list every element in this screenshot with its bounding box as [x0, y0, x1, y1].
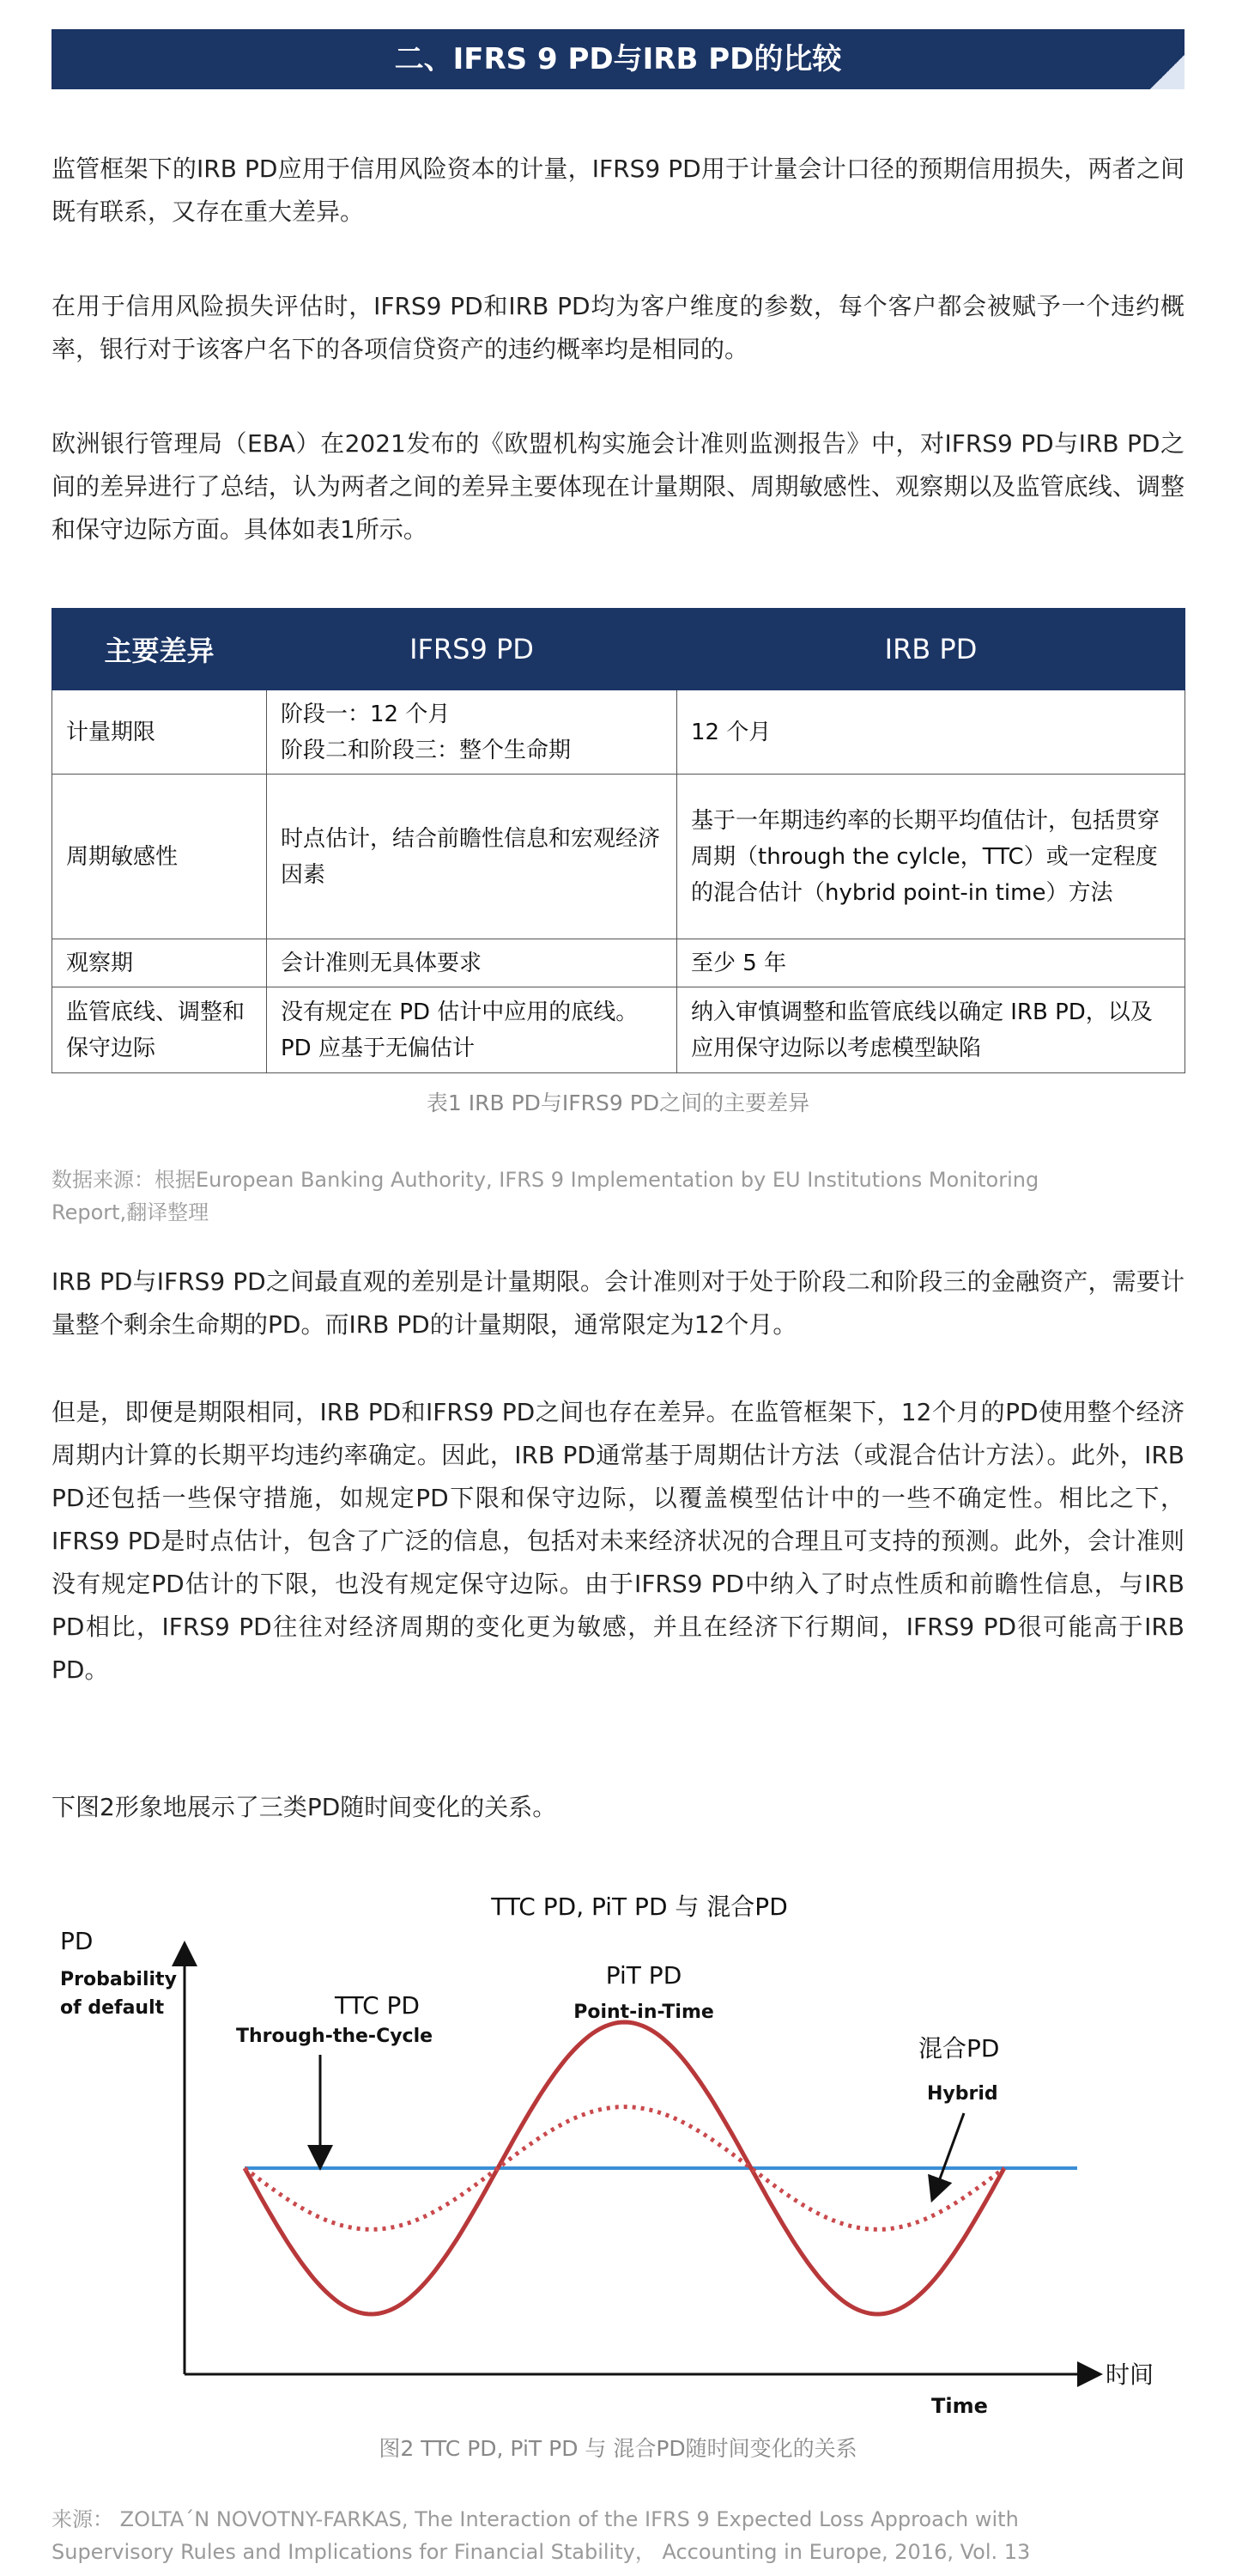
section-title: 二、IFRS 9 PD与IRB PD的比较 — [394, 42, 842, 76]
header-irb-pd: IRB PD — [677, 609, 1185, 690]
paragraph-6: 下图2形象地展示了三类PD随时间变化的关系。 — [52, 1793, 557, 1821]
paragraph-4: IRB PD与IFRS9 PD之间最直观的差别是计量期限。会计准则对于处于阶段二和阶段三的金融资产，需要计量整个剩余生命期的PD。而IRB PD的计量期限，通常限定为12个月。 — [52, 1267, 1184, 1339]
figure-source-note — [52, 2503, 1184, 2568]
ifrs9-cell: 会计准则无具体要求 — [267, 939, 677, 987]
y-axis-sublabel-1: Probability — [60, 1969, 177, 1990]
source-line: 来源： ZOLTA´N NOVOTNY-FARKAS, The Interaction of the IFRS 9 Expected Loss Approach with — [52, 2507, 1019, 2531]
hybrid-sublabel: Hybrid — [927, 2083, 998, 2105]
figure-caption: 图2 TTC PD, PiT PD 与 混合PD随时间变化的关系 — [379, 2436, 857, 2461]
paragraph-1: 监管框架下的IRB PD应用于信用风险资本的计量，IFRS9 PD用于计量会计口径的预期信用损失，两者之间既有联系，又存在重大差异。 — [52, 155, 1184, 226]
row-label: 计量期限 — [52, 690, 267, 775]
y-axis-sublabel-2: of default — [60, 1997, 165, 2019]
irb-cell: 纳入审慎调整和监管底线以确定 IRB PD，以及应用保守边际以考虑模型缺陷 — [677, 987, 1185, 1073]
cell-line: 阶段一：12 个月 — [281, 701, 451, 727]
chart-title: TTC PD, PiT PD 与 混合PD — [491, 1893, 788, 1921]
source-line: Supervisory Rules and Implications for Financial Stability， Accounting in Europe, 2016, Vol. 13 — [52, 2540, 1031, 2564]
pit-sublabel: Point-in-Time — [573, 2002, 714, 2023]
ttc-sublabel: Through-the-Cycle — [236, 2026, 433, 2047]
paragraph-2: 在用于信用风险损失评估时，IFRS9 PD和IRB PD均为客户维度的参数，每个客户都会被赋予一个违约概率，银行对于该客户名下的各项信贷资产的违约概率均是相同的。 — [52, 292, 1184, 363]
row-label: 周期敏感性 — [52, 775, 267, 939]
y-axis-label: PD — [60, 1927, 94, 1955]
source-line: Report,翻译整理 — [52, 1200, 209, 1224]
banner-corner-decoration — [1150, 55, 1184, 89]
pit-label: PiT PD — [605, 1961, 682, 1990]
paragraph-5: 但是，即便是期限相同，IRB PD和IFRS9 PD之间也存在差异。在监管框架下，12个月的PD使用整个经济周期内计算的长期平均违约率确定。因此，IRB PD通常基于周期估计方法（或混合估计方法）。此外，IRB PD还包括一些保守措施，如规定PD下限和保守边际，以覆盖模型估计中的一些不确定性。相比之下，IFRS9 PD是时点估计，包含了广泛的信息，包括对未来经济状况的合理且可支持的预测。此外，会计准则没有规定PD估计的下限，也没有规定保守边际。由于IFRS9 PD中纳入了时点性质和前瞻性信息，与IRB PD相比，IFRS9 PD往往对经济周期的变化更为敏感，并且在经济下行期间，IFRS9 PD很可能高于IRB PD。 — [52, 1398, 1184, 1684]
section-banner — [52, 29, 1184, 89]
row-label: 监管底线、调整和保守边际 — [52, 987, 267, 1073]
irb-cell: 至少 5 年 — [677, 939, 1185, 987]
table-row — [52, 987, 1185, 1073]
irb-cell: 基于一年期违约率的长期平均值估计，包括贯穿周期（through the cylcle，TTC）或一定程度的混合估计（hybrid point-in time）方法 — [677, 775, 1185, 939]
table-row — [52, 775, 1185, 939]
ifrs9-cell: 没有规定在 PD 估计中应用的底线。PD 应基于无偏估计 — [267, 987, 677, 1073]
cell-line: 阶段二和阶段三：整个生命期 — [281, 737, 572, 763]
x-axis-label: Time — [931, 2394, 988, 2418]
table-caption: 表1 IRB PD与IFRS9 PD之间的主要差异 — [426, 1091, 810, 1115]
hybrid-arrow — [936, 2113, 964, 2190]
comparison-table — [52, 608, 1185, 1073]
paragraph-3: 欧洲银行管理局（EBA）在2021发布的《欧盟机构实施会计准则监测报告》中，对IFRS9 PD与IRB PD之间的差异进行了总结，认为两者之间的差异主要体现在计量期限、周期敏感性、观察期以及监管底线、调整和保守边际方面。具体如表1所示。 — [52, 429, 1184, 544]
table-header-row — [52, 609, 1185, 690]
ttc-label: TTC PD — [335, 1991, 420, 2020]
header-ifrs9-pd: IFRS9 PD — [267, 609, 677, 690]
row-label: 观察期 — [52, 939, 267, 987]
hybrid-label: 混合PD — [918, 2034, 1000, 2063]
table-source-note — [52, 1163, 1184, 1229]
irb-cell: 12 个月 — [677, 690, 1185, 775]
header-main-difference: 主要差异 — [52, 609, 267, 690]
x-axis-label-cn: 时间 — [1106, 2360, 1154, 2389]
table-row — [52, 690, 1185, 775]
ifrs9-cell: 时点估计，结合前瞻性信息和宏观经济因素 — [267, 775, 677, 939]
ifrs9-cell — [267, 690, 677, 775]
pd-cycle-chart — [52, 1885, 1184, 2451]
source-line: 数据来源：根据European Banking Authority, IFRS 9 Implementation by EU Institutions Monitoring — [52, 1168, 1039, 1192]
table-row — [52, 939, 1185, 987]
